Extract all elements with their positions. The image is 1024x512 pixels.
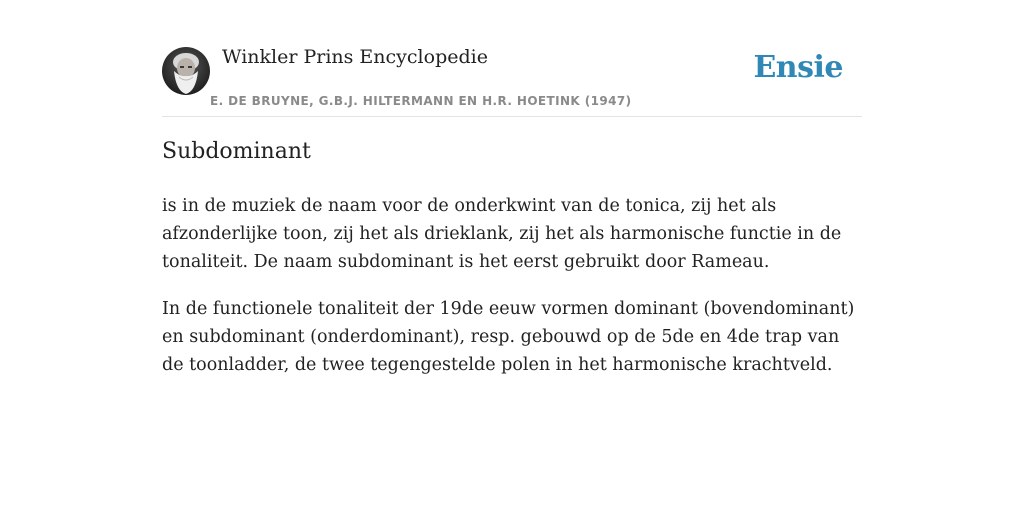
source-authors: E. DE BRUYNE, G.B.J. HILTERMANN EN H.R. HOETINK (1947): [210, 94, 632, 108]
brand-logo-link[interactable]: Ensie: [753, 50, 843, 85]
article-body: [162, 192, 862, 398]
article-paragraph: is in de muziek de naam voor de onderkwint van de tonica, zij het als afzonderlijke toon, zij het als drieklank, zij het als harmonische functie in de tonaliteit. De naam subdominant is het eerst gebruikt door Rameau.: [162, 196, 842, 272]
source-header: [162, 46, 862, 117]
article-title: Subdominant: [162, 139, 311, 164]
source-title[interactable]: Winkler Prins Encyclopedie: [222, 46, 488, 68]
portrait-icon: [162, 47, 210, 95]
article-paragraph: In de functionele tonaliteit der 19de eeuw vormen dominant (bovendominant) en subdominant (onderdominant), resp. gebouwd op de 5de en 4de trap van de toonladder, de twee tegengestelde polen in het harmonische krachtveld.: [162, 299, 855, 375]
avatar[interactable]: [162, 47, 210, 95]
